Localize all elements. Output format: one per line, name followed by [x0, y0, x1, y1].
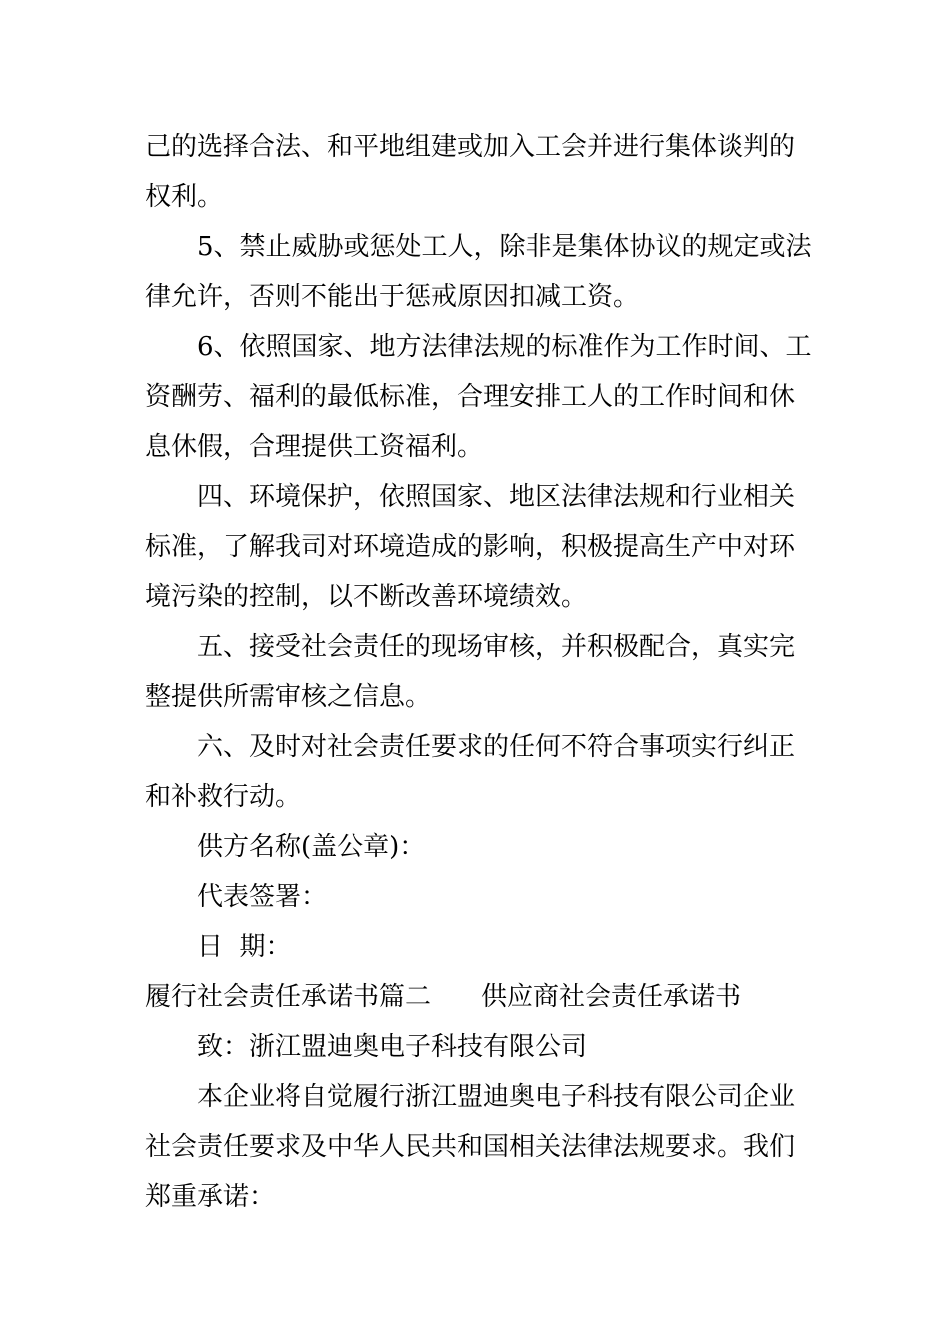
text-line: 六、及时对社会责任要求的任何不符合事项实行纠正 — [197, 732, 796, 762]
text-line: 己的选择合法、和平地组建或加入工会并进行集体谈判的 — [145, 132, 796, 162]
text-line: 5、禁止威胁或惩处工人，除非是集体协议的规定或法 — [197, 232, 812, 262]
text-line: 五、接受社会责任的现场审核，并积极配合，真实完 — [197, 632, 796, 662]
text-line: 资酬劳、福利的最低标准，合理安排工人的工作时间和休 — [145, 382, 796, 412]
document-body — [145, 122, 815, 1222]
signature-rep-line: 代表签署： — [197, 882, 328, 912]
text-line: 和补救行动。 — [145, 782, 302, 812]
text-line: 境污染的控制，以不断改善环境绩效。 — [145, 582, 588, 612]
text-line: 标准，了解我司对环境造成的影响，积极提高生产中对环 — [145, 532, 796, 562]
text-line: 郑重承诺： — [145, 1182, 276, 1212]
text-line: 社会责任要求及中华人民共和国相关法律法规要求。我们 — [145, 1132, 796, 1162]
text-line: 律允许，否则不能出于惩戒原因扣减工资。 — [145, 282, 640, 312]
signature-date-line: 日 期： — [197, 932, 292, 962]
text-line: 权利。 — [145, 182, 224, 212]
text-line: 息休假，合理提供工资福利。 — [145, 432, 484, 462]
section-heading — [145, 972, 815, 1022]
text-line: 四、环境保护，依照国家、地区法律法规和行业相关 — [197, 482, 796, 512]
section-heading-right: 供应商社会责任承诺书 — [481, 982, 742, 1012]
text-line: 整提供所需审核之信息。 — [145, 682, 432, 712]
signature-company-line: 供方名称(盖公章)： — [197, 832, 426, 862]
section-heading-left: 履行社会责任承诺书篇二 — [145, 982, 432, 1012]
addressee-line: 致：浙江盟迪奥电子科技有限公司 — [197, 1032, 588, 1062]
text-line: 本企业将自觉履行浙江盟迪奥电子科技有限公司企业 — [197, 1082, 796, 1112]
text-line: 6、依照国家、地方法律法规的标准作为工作时间、工 — [197, 332, 812, 362]
